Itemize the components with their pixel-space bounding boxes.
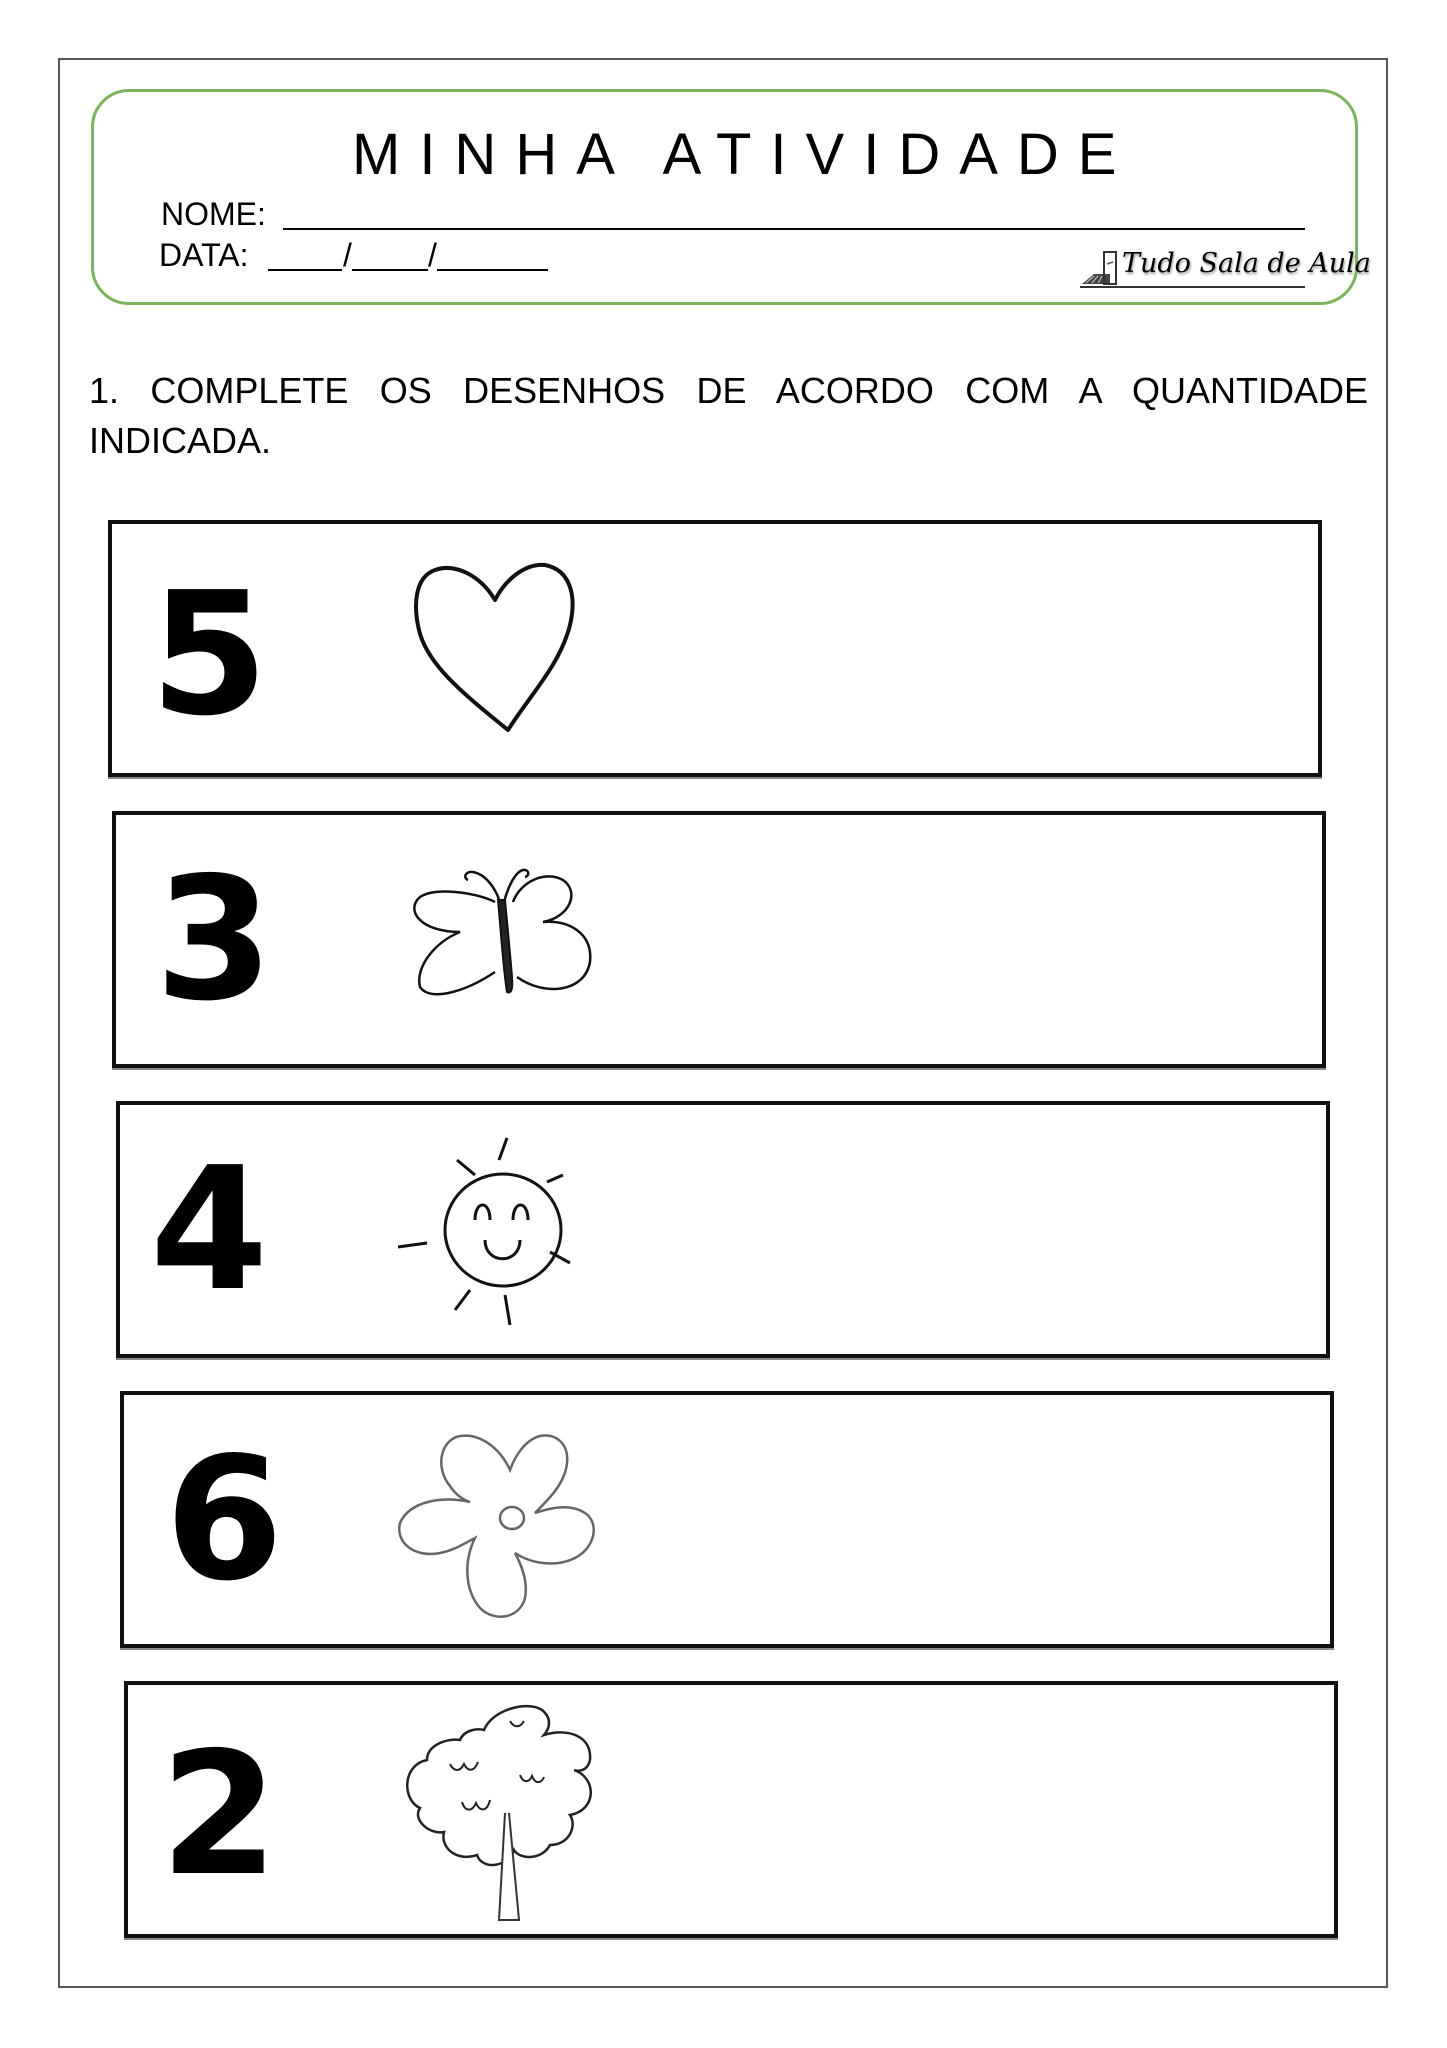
tree-icon xyxy=(402,1700,597,1925)
date-separator: / xyxy=(428,237,437,273)
exercise-number: 6 xyxy=(165,1421,284,1619)
sun-icon xyxy=(395,1130,610,1335)
butterfly-icon xyxy=(405,862,600,1007)
logo xyxy=(1080,248,1371,290)
exercise-box-2[interactable] xyxy=(112,811,1326,1068)
date-label: DATA: xyxy=(159,237,249,273)
page-title: MINHA ATIVIDADE xyxy=(352,122,1136,187)
exercise-number: 2 xyxy=(160,1716,279,1914)
date-separator: / xyxy=(343,237,352,273)
exercise-number: 3 xyxy=(155,841,274,1039)
logo-text: Tudo Sala de Aula xyxy=(1122,248,1371,279)
heart-icon xyxy=(405,555,590,740)
exercise-number: 4 xyxy=(150,1131,269,1329)
book-door-icon xyxy=(1080,250,1120,288)
date-month-field[interactable] xyxy=(352,269,428,271)
exercise-box-4[interactable] xyxy=(120,1391,1334,1648)
date-year-field[interactable] xyxy=(437,269,548,271)
date-day-field[interactable] xyxy=(268,269,342,271)
logo-underline xyxy=(1080,286,1305,288)
exercise-box-3[interactable] xyxy=(116,1101,1330,1358)
exercise-box-1[interactable] xyxy=(108,520,1322,777)
name-label: NOME: xyxy=(161,196,266,232)
flower-icon xyxy=(395,1428,607,1623)
instruction-text: 1. COMPLETE OS DESENHOS DE ACORDO COM A QUANTIDADE INDICADA. xyxy=(89,370,1368,461)
exercise-box-5[interactable] xyxy=(124,1681,1338,1938)
name-field[interactable] xyxy=(283,228,1305,230)
exercise-number: 5 xyxy=(150,556,269,754)
